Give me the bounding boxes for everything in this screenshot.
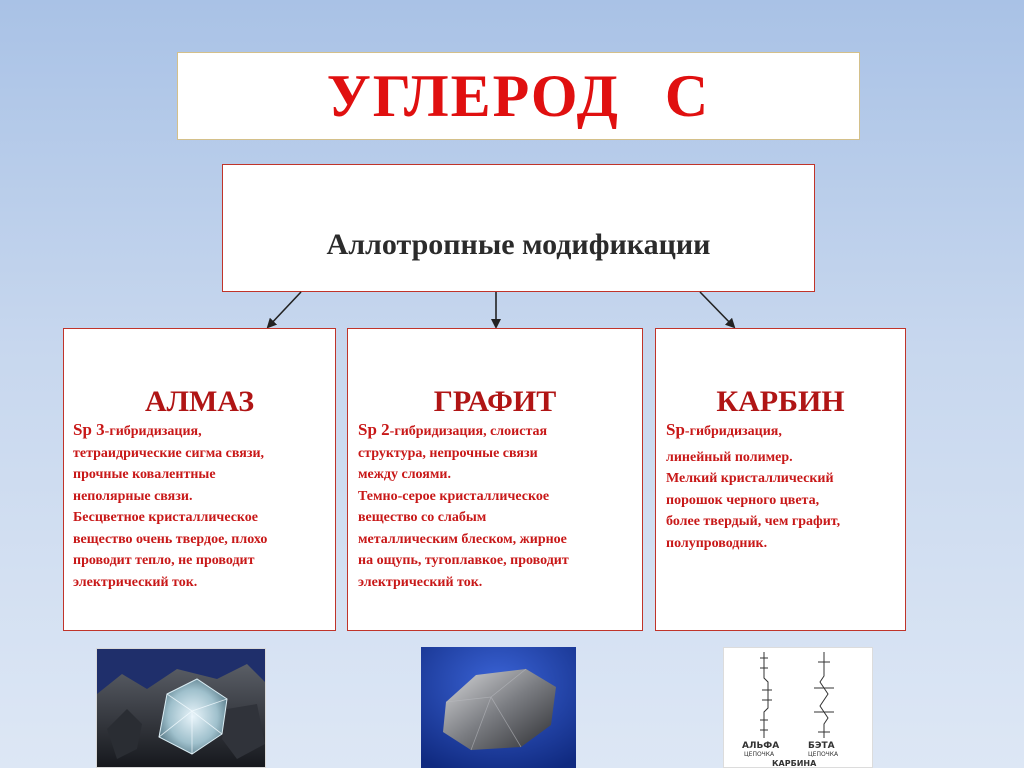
arrow-to-karbin [700, 292, 734, 327]
card-body-grafit [356, 419, 634, 593]
card-title-almaz: АЛМАЗ [144, 385, 255, 418]
text-line: вещество со слабым [358, 510, 487, 525]
graphite-image [421, 647, 576, 768]
hybridization-prefix: Sp 2 [358, 420, 390, 439]
arrow-to-almaz [268, 292, 301, 327]
card-karbin [655, 328, 906, 631]
karbin-chain-image [723, 647, 873, 768]
page-title: УГЛЕРОД С [326, 62, 711, 129]
karbin-chain-illustration [724, 648, 873, 768]
card-almaz [63, 328, 336, 631]
karbin-beta-label: БЭТА [808, 741, 835, 751]
text-line: металлическим блеском, жирное [358, 531, 567, 547]
text-line: более твердый, чем графит, [666, 514, 841, 529]
subtitle-box [222, 164, 815, 292]
card-title-grafit: ГРАФИТ [433, 385, 557, 418]
karbin-beta-sub: ЦЕПОЧКА [808, 751, 839, 758]
hybridization-prefix: Sp 3 [73, 420, 105, 439]
text-line: порошок черного цвета, [666, 492, 820, 508]
card-body-karbin [664, 419, 897, 554]
hybridization-prefix: Sp [666, 420, 685, 439]
diamond-image [96, 648, 266, 768]
text-line: электрический ток. [73, 574, 198, 590]
subtitle: Аллотропные модификации [326, 228, 711, 261]
text-line: проводит тепло, не проводит [73, 553, 255, 568]
diamond-illustration [97, 649, 266, 768]
title-box [177, 52, 860, 140]
karbin-caption: КАРБИНА [772, 759, 817, 768]
text-line: полупроводник. [666, 535, 768, 551]
text-line: неполярные связи. [73, 488, 193, 504]
text-line: Мелкий кристаллический [666, 471, 834, 486]
text-line: электрический ток. [358, 574, 483, 590]
text-line: Sp 3-гибридизация, [73, 420, 202, 439]
text-line: Sp-гибридизация, [666, 420, 782, 439]
card-title-karbin: КАРБИН [716, 385, 845, 418]
text-line: структура, непрочные связи [358, 445, 538, 461]
text-line: Sp 2-гибридизация, слоистая [358, 420, 548, 439]
card-grafit [347, 328, 643, 631]
karbin-alpha-sub: ЦЕПОЧКА [744, 751, 775, 758]
text-line: на ощупь, тугоплавкое, проводит [358, 553, 569, 568]
graphite-illustration [421, 647, 576, 768]
karbin-alpha-label: АЛЬФА [742, 741, 780, 751]
text-line: вещество очень твердое, плохо [73, 531, 268, 547]
card-body-almaz [72, 419, 327, 593]
text-line: линейный полимер. [666, 449, 793, 465]
text-line: тетраидрические сигма связи, [73, 445, 265, 461]
text-line: Темно-серое кристаллическое [358, 488, 550, 504]
text-line: прочные ковалентные [73, 467, 216, 482]
text-line: Бесцветное кристаллическое [73, 510, 259, 525]
text-line: между слоями. [358, 467, 451, 482]
